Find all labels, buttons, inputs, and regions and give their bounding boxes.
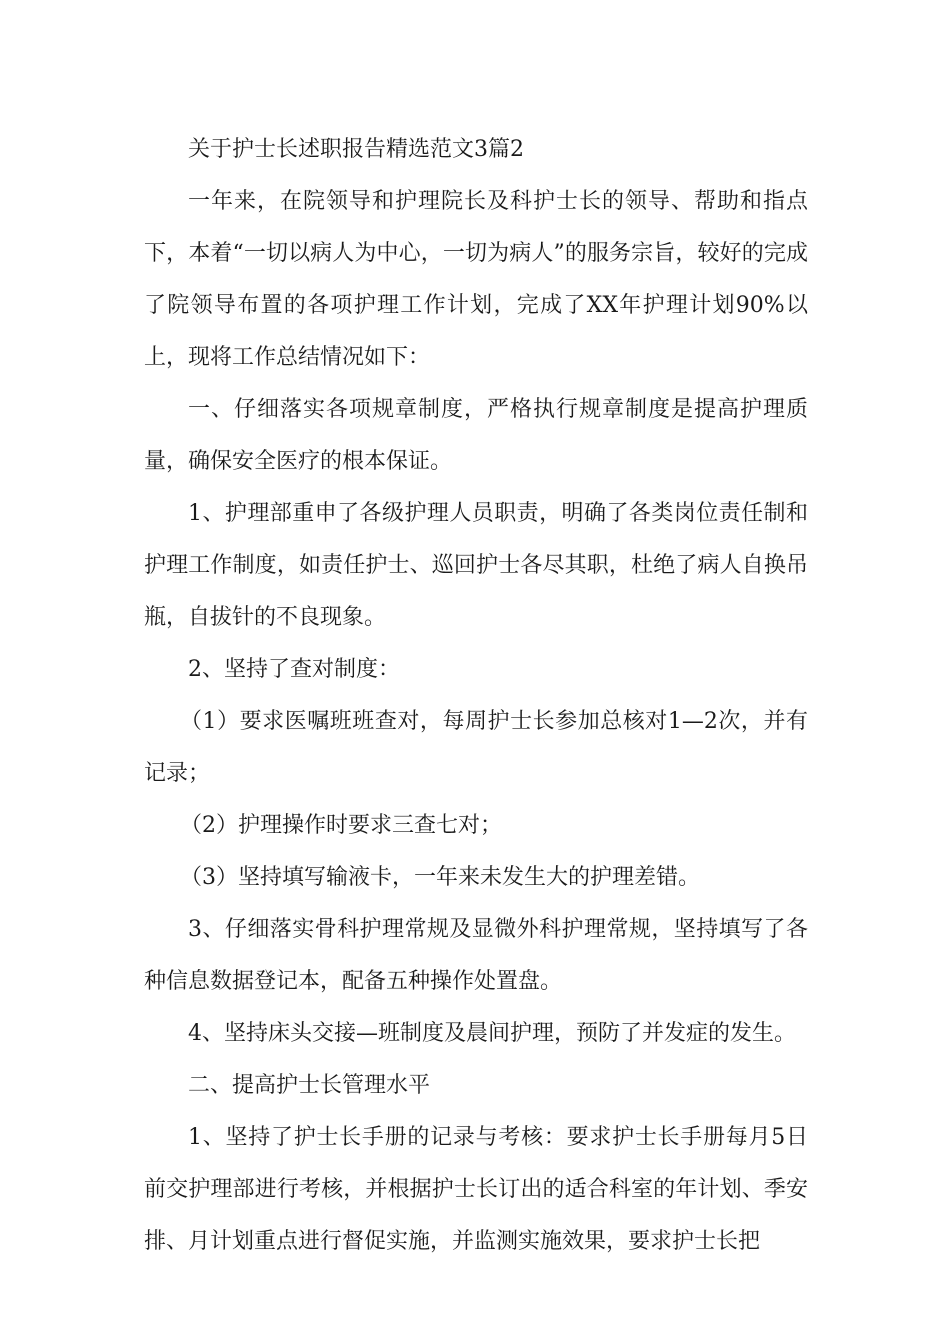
sub-list-item: （2）护理操作时要求三查七对；: [180, 813, 502, 838]
list-item: 2、坚持了查对制度：: [188, 657, 400, 682]
list-item: 1、坚持了护士长手册的记录与考核：要求护士长手册每月5日前交护理部进行考核，并根据护士长订出的适合科室的年计划、季安排、月计划重点进行督促实施，并监测实施效果，要求护士长把: [144, 1125, 808, 1254]
sub-list-item: （1）要求医嘱班班查对，每周护士长参加总核对1—2次，并有记录；: [144, 709, 808, 786]
paragraph-intro: 一年来，在院领导和护理院长及科护士长的领导、帮助和指点下，本着“一切以病人为中心，一切为病人”的服务宗旨，较好的完成了院领导布置的各项护理工作计划，完成了XX年护理计划90%以上，现将工作总结情况如下：: [144, 189, 808, 370]
list-item: 1、护理部重申了各级护理人员职责，明确了各类岗位责任制和护理工作制度，如责任护士、巡回护士各尽其职，杜绝了病人自换吊瓶，自拔针的不良现象。: [144, 501, 808, 630]
document-body: [144, 124, 808, 1268]
section-heading-1: 一、仔细落实各项规章制度，严格执行规章制度是提高护理质量，确保安全医疗的根本保证。: [144, 397, 808, 474]
section-heading-2: 二、提高护士长管理水平: [188, 1073, 431, 1098]
list-item: 4、坚持床头交接—班制度及晨间护理，预防了并发症的发生。: [188, 1021, 796, 1046]
sub-list-item: （3）坚持填写输液卡，一年来未发生大的护理差错。: [180, 865, 700, 890]
document-title: 关于护士长述职报告精选范文3篇2: [188, 137, 524, 162]
list-item: 3、仔细落实骨科护理常规及显微外科护理常规，坚持填写了各种信息数据登记本，配备五种操作处置盘。: [144, 917, 808, 994]
